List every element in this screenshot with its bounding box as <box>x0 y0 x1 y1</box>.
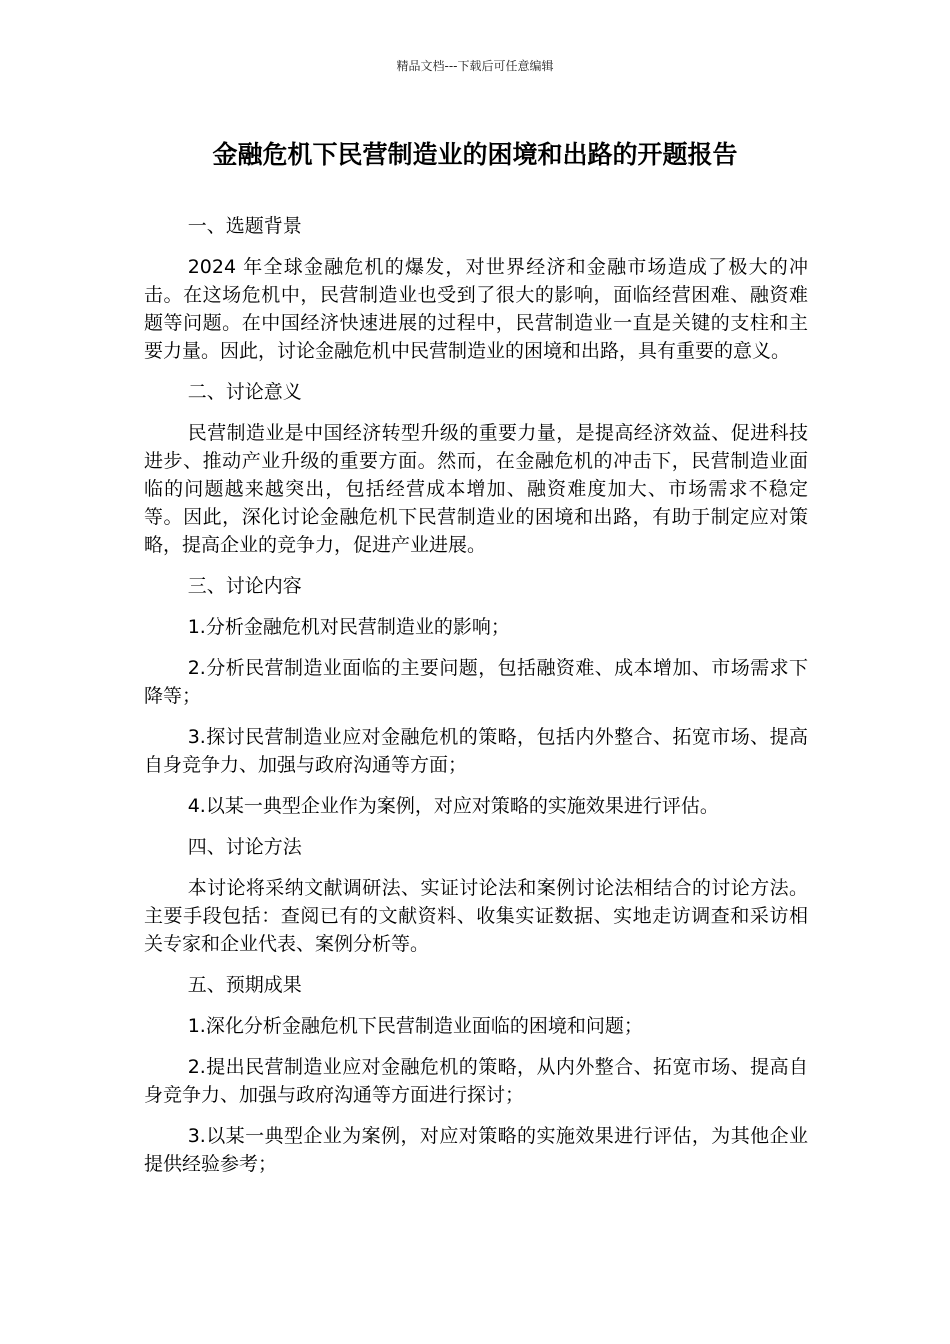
section-heading-methods: 四、讨论方法 <box>187 836 302 858</box>
outcome-item: 3.以某一典型企业为案例，对应对策略的实施效果进行评估，为其他企业提供经验参考； <box>144 1125 808 1175</box>
methods-paragraph: 本讨论将采纳文献调研法、实证讨论法和案例讨论法相结合的讨论方法。主要手段包括：查阅已有的文献资料、收集实证数据、实地走访调查和采访相关专家和企业代表、案例分析等。 <box>144 877 808 955</box>
background-paragraph: 2024 年全球金融危机的爆发，对世界经济和金融市场造成了极大的冲击。在这场危机中，民营制造业也受到了很大的影响，面临经营困难、融资难题等问题。在中国经济快速进展的过程中，民营制造业一直是关键的支柱和主要力量。因此，讨论金融危机中民营制造业的困境和出路，具有重要的意义。 <box>144 256 808 362</box>
content-item: 4.以某一典型企业作为案例，对应对策略的实施效果进行评估。 <box>187 795 719 817</box>
content-item: 3.探讨民营制造业应对金融危机的策略，包括内外整合、拓宽市场、提高自身竞争力、加强与政府沟通等方面； <box>144 726 808 776</box>
document-title: 金融危机下民营制造业的困境和出路的开题报告 <box>212 140 738 169</box>
content-item: 2.分析民营制造业面临的主要问题，包括融资难、成本增加、市场需求下降等； <box>144 657 808 707</box>
outcome-item: 1.深化分析金融危机下民营制造业面临的困境和问题； <box>187 1015 643 1037</box>
document-body <box>144 212 808 1191</box>
section-heading-outcomes: 五、预期成果 <box>187 974 302 996</box>
outcome-item: 2.提出民营制造业应对金融危机的策略，从内外整合、拓宽市场、提高自身竞争力、加强与政府沟通等方面进行探讨； <box>144 1056 808 1106</box>
section-heading-significance: 二、讨论意义 <box>187 381 302 403</box>
content-item: 1.分析金融危机对民营制造业的影响； <box>187 616 510 638</box>
section-heading-background: 一、选题背景 <box>187 215 302 237</box>
significance-paragraph: 民营制造业是中国经济转型升级的重要力量，是提高经济效益、促进科技进步、推动产业升级的重要方面。然而，在金融危机的冲击下，民营制造业面临的问题越来越突出，包括经营成本增加、融资难度加大、市场需求不稳定等。因此，深化讨论金融危机下民营制造业的困境和出路，有助于制定应对策略，提高企业的竞争力，促进产业进展。 <box>144 422 808 556</box>
header-note: 精品文档---下载后可任意编辑 <box>396 59 554 73</box>
section-heading-content: 三、讨论内容 <box>187 575 302 597</box>
